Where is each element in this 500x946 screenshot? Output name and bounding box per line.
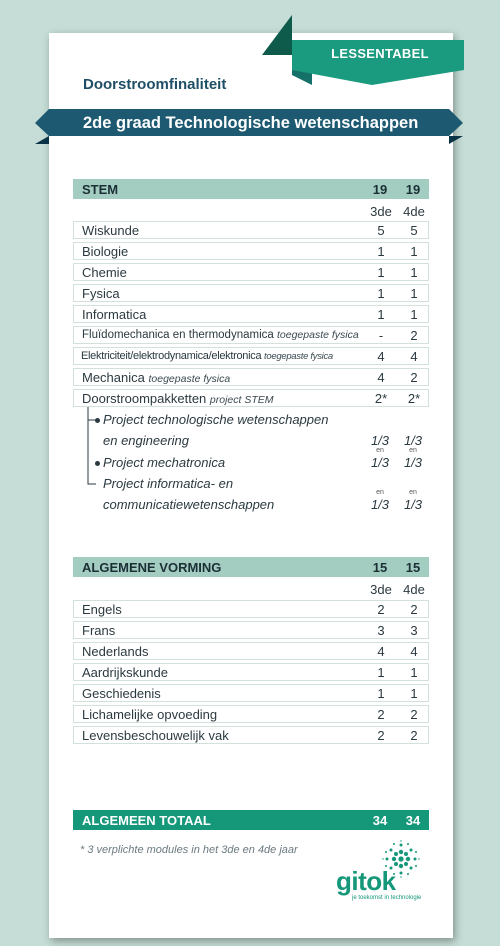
connector-text: en xyxy=(409,447,417,454)
totaal-label: ALGEMEEN TOTAAL xyxy=(82,813,211,828)
hours-4de: 1 xyxy=(410,244,418,259)
footnote: * 3 verplichte modules in het 3de en 4de jaar xyxy=(80,844,298,856)
subject-name: Wiskunde xyxy=(82,223,140,238)
stem-header xyxy=(73,179,429,199)
hours-3de: 2 xyxy=(377,602,385,617)
hours-3de: 1 xyxy=(377,686,385,701)
subject-name: Fysica xyxy=(82,286,120,301)
hours-4de: 4 xyxy=(410,644,418,659)
hours-4de: 5 xyxy=(410,223,418,238)
hours-3de: 1 xyxy=(377,244,385,259)
table-row xyxy=(73,347,429,365)
subject-title: Elektriciteit/elektrodynamica/elektronica xyxy=(81,350,262,362)
algemeen-grade-4de: 4de xyxy=(403,582,425,597)
subject-title: Fluïdomechanica en thermodynamica xyxy=(82,329,274,341)
subject-name: Biologie xyxy=(82,244,129,259)
hours-4de: 2 xyxy=(410,370,418,385)
subject-note: toegepaste fysica xyxy=(148,373,231,385)
subject-name: Engels xyxy=(82,602,122,617)
hours-3de: 2 xyxy=(377,707,385,722)
table-row xyxy=(73,621,429,639)
hours-3de: 2* xyxy=(374,391,388,406)
hours-3de: 1 xyxy=(377,307,385,322)
table-row xyxy=(73,663,429,681)
hours-4de: 2 xyxy=(410,328,418,343)
hours-4de: 2 xyxy=(410,728,418,743)
project-item-3-line-1: Project informatica- en xyxy=(103,476,234,491)
project-item-1-line-2: en engineering xyxy=(103,433,190,448)
hours-3de: 3 xyxy=(377,623,385,638)
hours-4de: 4 xyxy=(410,349,418,364)
subject-name: Nederlands xyxy=(82,644,149,659)
subject-name xyxy=(82,391,274,406)
subject-name xyxy=(82,329,359,341)
hours-3de: 1 xyxy=(377,665,385,680)
project-item-1-line-1: Project technologische wetenschappen xyxy=(103,412,329,427)
stem-hours-4de: 19 xyxy=(405,182,421,197)
project-2-hours-3de: 1/3 xyxy=(370,455,390,470)
algemene-vorming-header xyxy=(73,557,429,577)
project-3-hours-3de: 1/3 xyxy=(370,497,390,512)
table-row xyxy=(73,242,429,260)
algemeen-hours-3de: 15 xyxy=(372,560,388,575)
table-row xyxy=(73,263,429,281)
bullet-icon xyxy=(95,418,100,423)
algemene-vorming-label: ALGEMENE VORMING xyxy=(82,560,222,575)
hours-3de: 2 xyxy=(377,728,385,743)
table-row xyxy=(73,284,429,302)
hours-3de: 5 xyxy=(377,223,385,238)
stem-label: STEM xyxy=(82,182,119,197)
project-1-hours-3de: 1/3 xyxy=(370,433,390,448)
table-row xyxy=(73,600,429,618)
table-row xyxy=(73,726,429,744)
hours-3de: 4 xyxy=(377,349,385,364)
table-row xyxy=(73,368,429,386)
hours-4de: 3 xyxy=(410,623,418,638)
gitok-logo-text: gitok xyxy=(336,866,396,896)
table-row xyxy=(73,705,429,723)
subject-note: toegepaste fysica xyxy=(264,351,333,362)
project-3-hours-4de: 1/3 xyxy=(403,497,423,512)
subject-name: Informatica xyxy=(82,307,147,322)
connector-text: en xyxy=(376,447,384,454)
hours-4de: 1 xyxy=(410,265,418,280)
subject-name: Frans xyxy=(82,623,116,638)
bullet-icon xyxy=(95,461,100,466)
algemeen-totaal-row xyxy=(73,810,429,830)
totaal-3de: 34 xyxy=(372,813,388,828)
subject-note: project STEM xyxy=(209,394,274,406)
table-row xyxy=(73,305,429,323)
hours-3de: 1 xyxy=(377,265,385,280)
table-row xyxy=(73,326,429,344)
hours-3de: - xyxy=(378,328,384,343)
subject-note: toegepaste fysica xyxy=(276,329,359,341)
hours-4de: 2* xyxy=(407,391,421,406)
subject-name: Chemie xyxy=(82,265,127,280)
gitok-tagline: je toekomst in technologie xyxy=(352,895,422,901)
subject-name: Levensbeschouwelijk vak xyxy=(82,728,229,743)
hours-4de: 1 xyxy=(410,286,418,301)
hours-4de: 1 xyxy=(410,307,418,322)
hours-4de: 1 xyxy=(410,686,418,701)
subject-name: Aardrijkskunde xyxy=(82,665,168,680)
project-1-hours-4de: 1/3 xyxy=(403,433,423,448)
subject-name: Lichamelijke opvoeding xyxy=(82,707,218,722)
subject-title: Mechanica xyxy=(82,370,145,385)
table-row xyxy=(73,684,429,702)
finaliteit-title: Doorstroomfinaliteit xyxy=(83,76,227,93)
table-row xyxy=(73,642,429,660)
hours-3de: 4 xyxy=(377,370,385,385)
stem-grade-4de: 4de xyxy=(403,204,425,219)
totaal-4de: 34 xyxy=(405,813,421,828)
subject-name xyxy=(82,370,230,385)
lessentabel-badge: LESSENTABEL xyxy=(331,46,429,61)
table-row xyxy=(73,221,429,239)
connector-text: en xyxy=(376,489,384,496)
hours-3de: 4 xyxy=(377,644,385,659)
connector-text: en xyxy=(409,489,417,496)
project-item-2: Project mechatronica xyxy=(103,455,226,470)
hours-4de: 1 xyxy=(410,665,418,680)
hours-4de: 2 xyxy=(410,602,418,617)
algemeen-hours-4de: 15 xyxy=(405,560,421,575)
subject-name: Geschiedenis xyxy=(82,686,161,701)
stem-grade-3de: 3de xyxy=(370,204,392,219)
subject-title: Doorstroompakketten xyxy=(82,391,207,406)
hours-4de: 2 xyxy=(410,707,418,722)
subject-name xyxy=(81,350,333,362)
page-title: 2de graad Technologische wetenschappen xyxy=(83,114,419,132)
project-2-hours-4de: 1/3 xyxy=(403,455,423,470)
stem-hours-3de: 19 xyxy=(372,182,388,197)
table-row xyxy=(73,389,429,407)
hours-3de: 1 xyxy=(377,286,385,301)
project-item-3-line-2: communicatiewetenschappen xyxy=(103,497,275,512)
algemeen-grade-3de: 3de xyxy=(370,582,392,597)
